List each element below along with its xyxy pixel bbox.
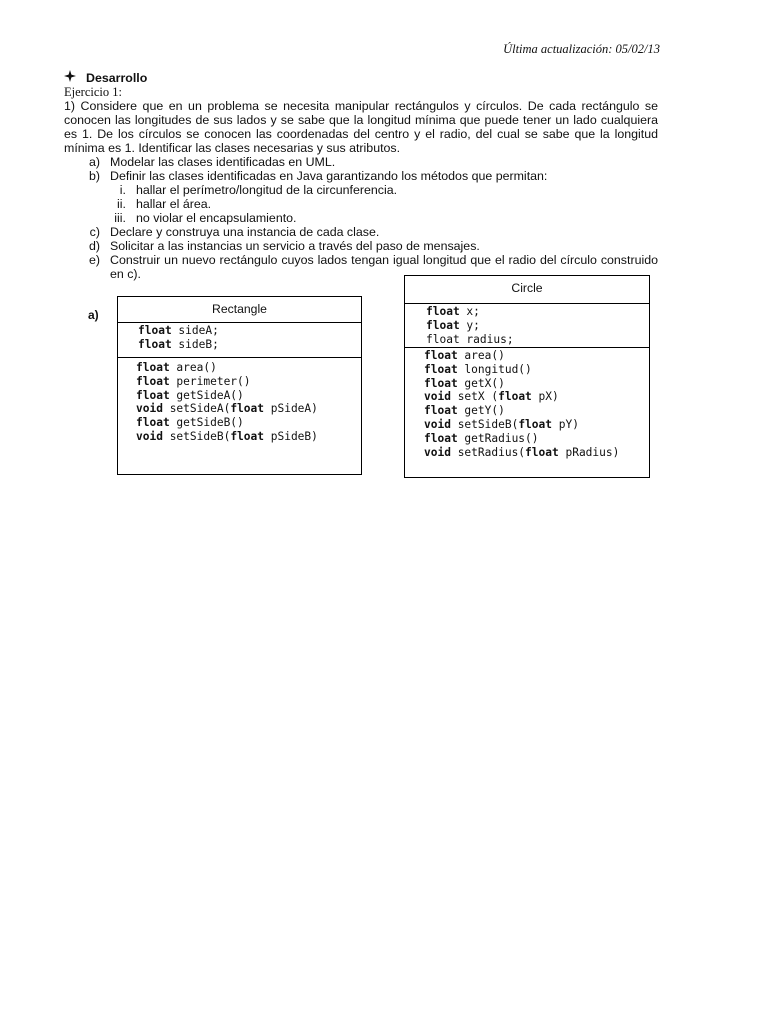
method-row bbox=[424, 390, 649, 404]
list-item-text: hallar el perímetro/longitud de la circunferencia. bbox=[136, 183, 398, 197]
list-item-text: Definir las clases identificadas en Java garantizando los métodos que permitan: bbox=[110, 169, 548, 183]
class-name: Circle bbox=[511, 281, 543, 295]
section-heading bbox=[64, 70, 658, 85]
param-type-keyword: float bbox=[230, 429, 264, 443]
type-keyword: float bbox=[136, 361, 170, 374]
param-name: pX) bbox=[531, 390, 559, 404]
type-keyword: float bbox=[136, 416, 170, 430]
exercise-content bbox=[64, 70, 658, 281]
method-row bbox=[424, 363, 649, 377]
type-keyword: float bbox=[424, 404, 458, 418]
attribute-name: float radius; bbox=[426, 332, 514, 346]
list-item-mark: a) bbox=[88, 155, 100, 169]
method-signature: getSideA() bbox=[169, 388, 244, 402]
method-signature: longitud() bbox=[457, 362, 532, 376]
list-item-mark: iii. bbox=[114, 211, 126, 225]
type-keyword: float bbox=[424, 349, 458, 362]
list-item-mark: i. bbox=[119, 183, 126, 197]
type-keyword: void bbox=[136, 429, 163, 443]
method-signature: area() bbox=[169, 361, 217, 374]
method-row bbox=[424, 349, 649, 363]
param-type-keyword: float bbox=[498, 390, 532, 404]
type-keyword: float bbox=[424, 431, 458, 445]
list-item-mark: c) bbox=[89, 225, 100, 239]
method-row bbox=[136, 416, 361, 430]
section-title: Desarrollo bbox=[86, 70, 148, 85]
method-row bbox=[424, 446, 649, 460]
param-type-keyword: float bbox=[230, 402, 264, 416]
method-signature: getSideB() bbox=[169, 416, 244, 430]
uml-class-rectangle bbox=[117, 296, 362, 475]
method-row bbox=[136, 430, 361, 444]
method-row bbox=[136, 402, 361, 416]
attribute-row bbox=[426, 333, 649, 347]
type-keyword: float bbox=[138, 324, 172, 337]
type-keyword: float bbox=[424, 362, 458, 376]
type-keyword: void bbox=[424, 417, 451, 431]
attribute-row bbox=[426, 305, 649, 319]
method-signature: getRadius() bbox=[457, 431, 539, 445]
type-keyword: void bbox=[424, 445, 451, 459]
type-keyword: float bbox=[136, 388, 170, 402]
method-row bbox=[136, 389, 361, 403]
methods-compartment bbox=[118, 357, 361, 444]
method-signature: setSideA( bbox=[162, 402, 231, 416]
method-signature: getY() bbox=[457, 404, 505, 418]
attribute-row bbox=[138, 324, 361, 338]
method-row bbox=[424, 418, 649, 432]
type-keyword: float bbox=[424, 376, 458, 390]
attribute-name: sideA; bbox=[171, 324, 219, 337]
type-keyword: float bbox=[426, 305, 460, 318]
class-name: Rectangle bbox=[212, 302, 267, 316]
list-item bbox=[64, 155, 658, 169]
list-item-text: Modelar las clases identificadas en UML. bbox=[110, 155, 336, 169]
list-item-text: Declare y construya una instancia de cada clase. bbox=[110, 225, 380, 239]
type-keyword: float bbox=[426, 318, 460, 332]
attributes-compartment bbox=[405, 303, 649, 347]
method-row bbox=[136, 361, 361, 375]
task-list bbox=[64, 155, 658, 183]
method-row bbox=[424, 404, 649, 418]
attributes-compartment bbox=[118, 322, 361, 357]
method-signature: area() bbox=[457, 349, 505, 362]
attribute-row bbox=[426, 319, 649, 333]
method-signature: perimeter() bbox=[169, 374, 251, 388]
subtask-list bbox=[64, 183, 658, 225]
list-item bbox=[64, 183, 658, 197]
list-item-mark: d) bbox=[88, 239, 100, 253]
method-signature: setSideB( bbox=[450, 417, 519, 431]
list-item bbox=[64, 197, 658, 211]
list-item-mark: ii. bbox=[117, 197, 126, 211]
last-update-date: Última actualización: 05/02/13 bbox=[503, 42, 660, 56]
method-row bbox=[424, 432, 649, 446]
task-list-continued bbox=[64, 225, 658, 281]
param-name: pY) bbox=[552, 417, 579, 431]
list-item bbox=[64, 169, 658, 183]
attribute-name: y; bbox=[459, 318, 480, 332]
list-item-text: Construir un nuevo rectángulo cuyos lados tengan igual longitud que el radio del círculo construido en c). bbox=[110, 253, 658, 281]
attribute-row bbox=[138, 338, 361, 352]
diagram-label: a) bbox=[88, 308, 99, 322]
param-name: pRadius) bbox=[558, 445, 620, 459]
list-item-text: no violar el encapsulamiento. bbox=[136, 211, 297, 225]
type-keyword: void bbox=[136, 402, 163, 416]
list-item-mark: b) bbox=[88, 169, 100, 183]
diamond-bullet-icon bbox=[64, 70, 86, 85]
exercise-label: Ejercicio 1: bbox=[64, 85, 122, 99]
type-keyword: float bbox=[136, 374, 170, 388]
method-signature: setRadius( bbox=[450, 445, 526, 459]
type-keyword: void bbox=[424, 390, 451, 404]
methods-compartment bbox=[405, 347, 649, 459]
method-signature: setSideB( bbox=[162, 429, 231, 443]
exercise-intro: 1) Considere que en un problema se necesita manipular rectángulos y círculos. De cada rectángulo se conocen las longitudes de sus lados y se sabe que la longitud mínima que puede tener un lado cualquiera es 1. De los círculos se conocen las coordenadas del centro y el radio, del cual se sabe que la longitud mínima es 1. Identificar las clases necesarias y sus atributos. bbox=[64, 99, 658, 155]
param-name: pSideA) bbox=[264, 402, 318, 416]
method-row bbox=[424, 377, 649, 391]
uml-class-circle bbox=[404, 275, 650, 478]
list-item-text: hallar el área. bbox=[136, 197, 212, 211]
attribute-name: sideB; bbox=[171, 337, 219, 351]
list-item-text: Solicitar a las instancias un servicio a través del paso de mensajes. bbox=[110, 239, 480, 253]
method-row bbox=[136, 375, 361, 389]
list-item bbox=[64, 239, 658, 253]
method-signature: getX() bbox=[457, 376, 505, 390]
method-signature: setX ( bbox=[450, 390, 499, 404]
param-name: pSideB) bbox=[264, 429, 318, 443]
type-keyword: float bbox=[138, 337, 172, 351]
attribute-name: x; bbox=[459, 305, 480, 318]
list-item bbox=[64, 225, 658, 239]
list-item bbox=[64, 211, 658, 225]
list-item-mark: e) bbox=[88, 253, 100, 267]
param-type-keyword: float bbox=[518, 417, 552, 431]
param-type-keyword: float bbox=[525, 445, 559, 459]
